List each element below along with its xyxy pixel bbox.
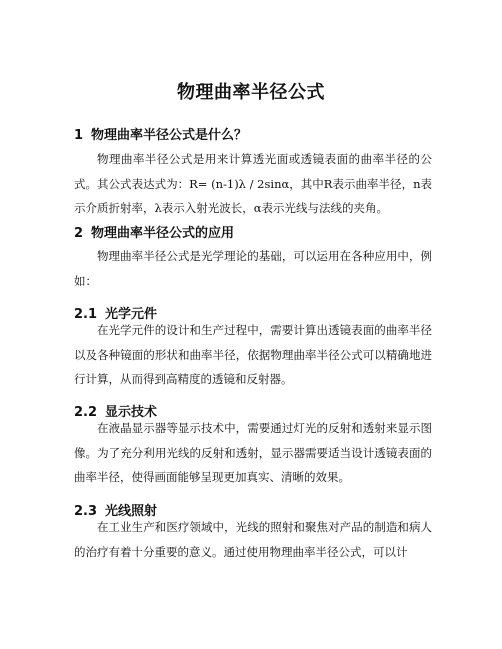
section-paragraph-2-1: 在光学元件的设计和生产过程中，需要计算出透镜表面的曲率半径以及各种镜面的形状和曲率半径，依据物理曲率半径公式可以精确地进行计算，从而得到高精度的透镜和反射器。 xyxy=(74,323,432,386)
section-number: 2.3 xyxy=(74,504,98,519)
document-title: 物理曲率半径公式 xyxy=(177,82,325,103)
section-heading-1 xyxy=(74,124,247,143)
section-number: 2.2 xyxy=(74,405,98,420)
section-heading-2 xyxy=(74,222,234,241)
section-title: 物理曲率半径公式的应用 xyxy=(91,226,235,241)
section-title: 显示技术 xyxy=(105,405,158,420)
section-title: 光学元件 xyxy=(105,307,158,322)
section-title: 光线照射 xyxy=(105,504,158,519)
section-number: 1 xyxy=(74,128,84,143)
section-paragraph-1: 物理曲率半径公式是用来计算透光面或透镜表面的曲率半径的公式。其公式表达式为：R= (n-1)λ / 2sinα，其中R表示曲率半径，n表示介质折射率，λ表示入射光波长，α表示光线与法线的夹角。 xyxy=(74,152,432,215)
section-paragraph-2: 物理曲率半径公式是光学理论的基础，可以运用在各种应用中，例如： xyxy=(74,249,432,288)
section-paragraph-2-3: 在工业生产和医疗领域中，光线的照射和聚焦对产品的制造和病人的治疗有着十分重要的意义。通过使用物理曲率半径公式，可以计 xyxy=(74,520,432,559)
section-number: 2 xyxy=(74,226,84,241)
section-number: 2.1 xyxy=(74,307,98,322)
section-paragraph-2-2: 在液晶显示器等显示技术中，需要通过灯光的反射和透射来显示图像。为了充分利用光线的反射和透射，显示器需要适当设计透镜表面的曲率半径，使得画面能够呈现更加真实、清晰的效果。 xyxy=(74,421,432,484)
section-title: 物理曲率半径公式是什么？ xyxy=(91,128,248,143)
